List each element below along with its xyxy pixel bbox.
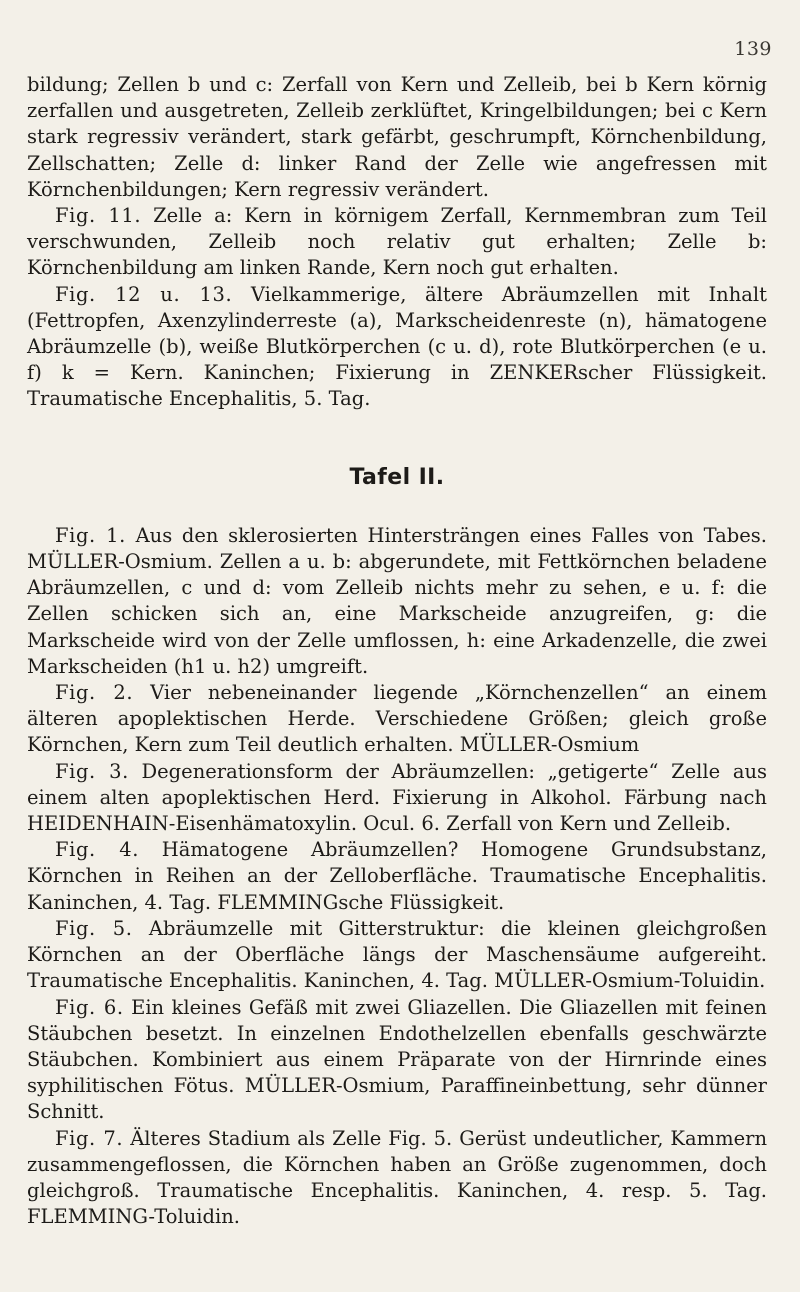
figure-label: Fig. 5. [55, 916, 133, 940]
figure-label: Fig. 2. [55, 681, 134, 705]
intro-section [27, 72, 767, 413]
text-body [27, 72, 767, 1230]
plate-section [27, 523, 767, 1230]
paragraph-fig-12-13 [27, 282, 767, 413]
paragraph-text: Ein kleines Gefäß mit zwei Gliazellen. Die Gliazellen mit feinen Stäubchen besetzt. In einzelnen Endothelzellen ebenfalls geschwärzte Stäubchen. Kombiniert aus einem Präparate von der Hirnrinde eines syphilitischen Fötus. MÜLLER-Osmium, Paraffineinbettung, sehr dünner Schnitt. [27, 995, 767, 1124]
figure-label: Fig. 1. [55, 523, 126, 547]
figure-label: Fig. 7. [55, 1126, 124, 1150]
paragraph-text: Zelle a: Kern in körnigem Zerfall, Kernmembran zum Teil verschwunden, Zelleib noch relativ gut erhalten; Zelle b: Körnchenbildung am linken Rande, Kern noch gut erhalten. [27, 204, 767, 280]
figure-label: Fig. 4. [55, 838, 140, 862]
section-heading: Tafel II. [349, 464, 445, 490]
paragraph-text: Hämatogene Abräumzellen? Homogene Grundsubstanz, Körnchen in Reihen an der Zelloberfläche. Traumatische Encephalitis. Kaninchen, 4. Tag. FLEMMINGsche Flüssigkeit. [27, 838, 768, 914]
paragraph-text: Aus den sklerosierten Hintersträngen eines Falles von Tabes. MÜLLER-Osmium. Zellen a u. b: abgerundete, mit Fettkörnchen beladene Abräumzellen, c und d: vom Zelleib nichts mehr zu sehen, e u. f: die Zellen schicken sich an, eine Markscheide anzugreifen, g: die Markscheide wird von der Zelle umflossen, h: eine Arkadenzelle, die zwei Markscheiden (h1 u. h2) umgreift. [27, 523, 767, 678]
page-number: 139 [734, 38, 772, 60]
paragraph-fig-5 [27, 916, 767, 995]
figure-label: Fig. 12 u. 13. [55, 282, 233, 306]
paragraph-continuation [27, 72, 767, 203]
paragraph-text: Abräumzelle mit Gitterstruktur: die kleinen gleichgroßen Körnchen an der Oberfläche längs der Maschensäume aufgereiht. Traumatische Encephalitis. Kaninchen, 4. Tag. MÜLLER-Osmium-Toluidin. [27, 916, 767, 993]
paragraph-fig-7 [27, 1126, 767, 1231]
paragraph-fig-2 [27, 680, 767, 759]
paragraph-text: Degenerationsform der Abräumzellen: „getigerte“ Zelle aus einem alten apoplektischen Herd. Fixierung in Alkohol. Färbung nach HEIDENHAIN-Eisenhämatoxylin. Ocul. 6. Zerfall von Kern und Zelleib. [27, 759, 768, 836]
paragraph-fig-4 [27, 837, 767, 916]
paragraph-text: Vielkammerige, ältere Abräumzellen mit Inhalt (Fettropfen, Axenzylinderreste (a), Markscheidenreste (n), hämatogene Abräumzelle (b), weiße Blutkörperchen (c u. d), rote Blutkörperchen (e u. f) k = Kern. Kaninchen; Fixierung in ZENKERscher Flüssigkeit. Traumatische Encephalitis, 5. Tag. [27, 282, 767, 411]
paragraph-text: Vier nebeneinander liegende „Körnchenzellen“ an einem älteren apoplektischen Herde. Verschiedene Größen; gleich große Körnchen, Kern zum Teil deutlich erhalten. MÜLLER-Osmium [27, 681, 767, 757]
figure-label: Fig. 11. [55, 204, 142, 228]
figure-label: Fig. 3. [55, 759, 129, 783]
figure-label: Fig. 6. [55, 995, 124, 1019]
paragraph-fig-1 [27, 523, 767, 680]
paragraph-fig-3 [27, 759, 767, 838]
paragraph-fig-6 [27, 995, 767, 1126]
paragraph-fig-11 [27, 203, 767, 282]
paragraph-text: Älteres Stadium als Zelle Fig. 5. Gerüst undeutlicher, Kammern zusammengeflossen, die Körnchen haben an Größe zugenommen, doch gleichgroß. Traumatische Encephalitis. Kaninchen, 4. resp. 5. Tag. FLEMMING-Toluidin. [27, 1126, 768, 1229]
paragraph-text: bildung; Zellen b und c: Zerfall von Kern und Zelleib, bei b Kern körnig zerfallen und ausgetreten, Zelleib zerklüftet, Kringelbildungen; bei c Kern stark regressiv verändert, stark gefärbt, geschrumpft, Körnchenbildung, Zellschatten; Zelle d: linker Rand der Zelle wie angefressen mit Körnchenbildungen; Kern regressiv verändert. [27, 73, 767, 201]
